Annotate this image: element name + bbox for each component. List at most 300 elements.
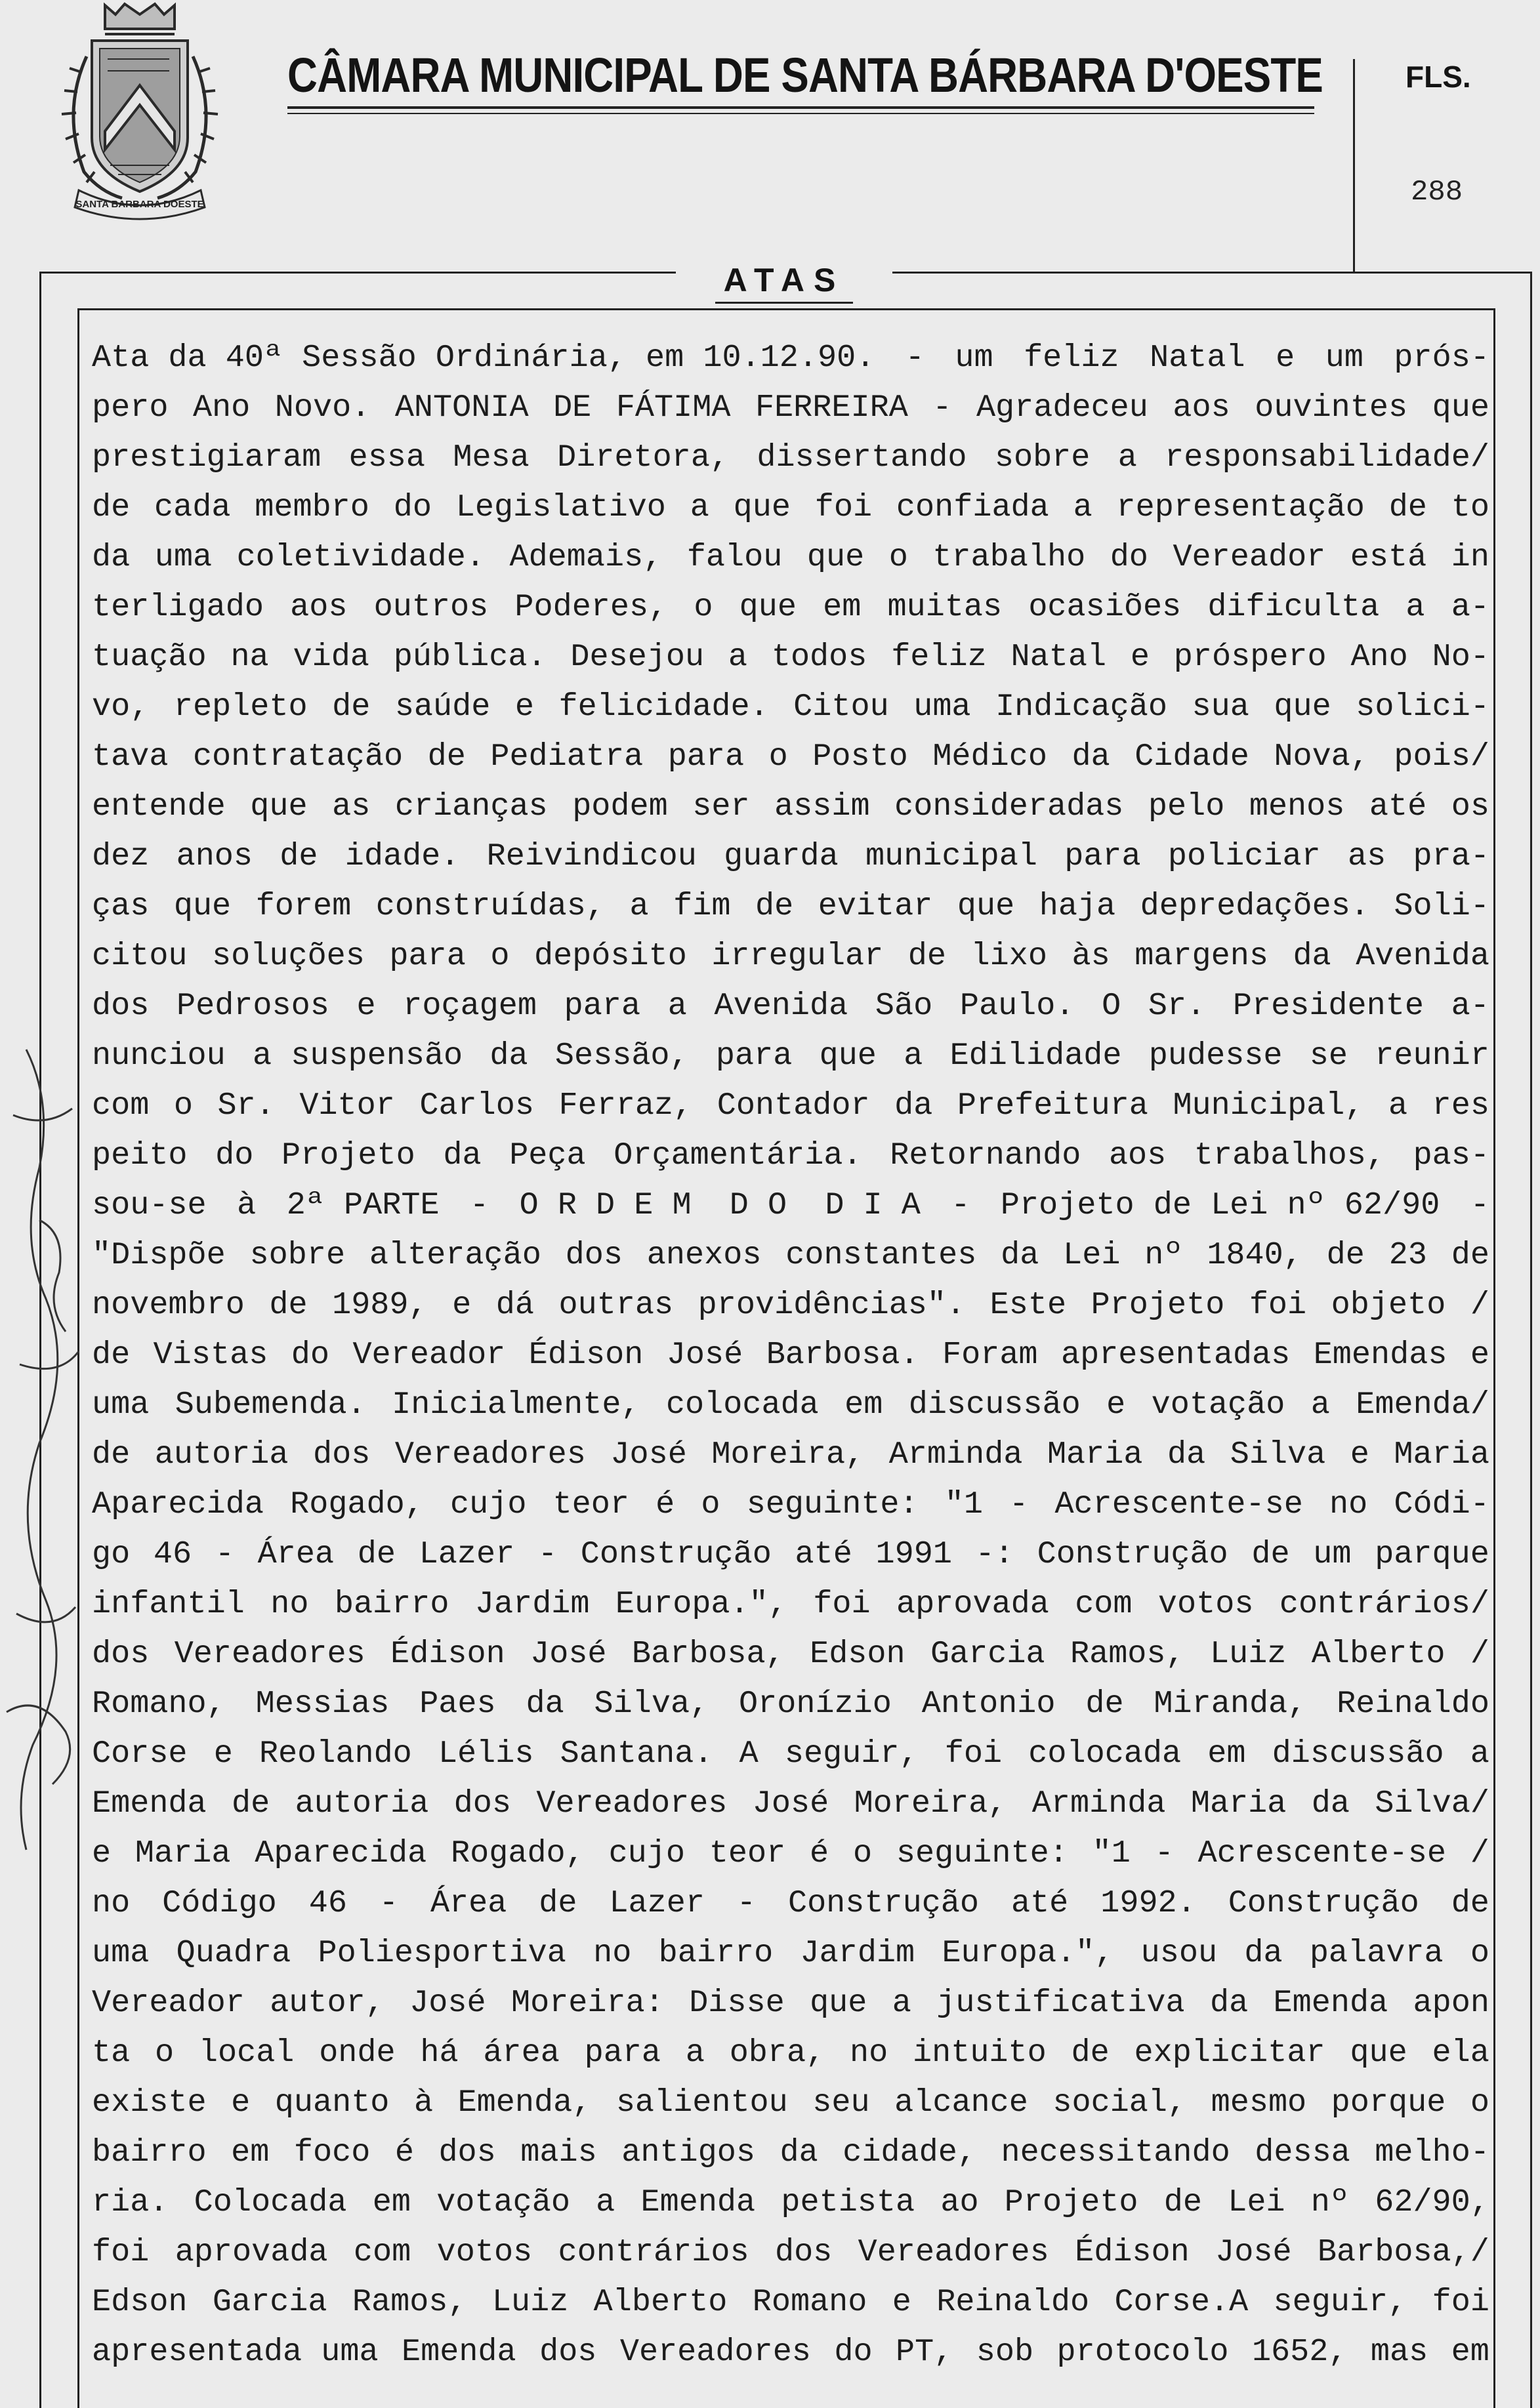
text-line: [92, 1280, 1489, 1330]
word: a: [1388, 1088, 1408, 1124]
word: FÁTIMA: [615, 390, 731, 426]
word: o: [1470, 1935, 1489, 1971]
word: cada: [154, 489, 231, 525]
word: Corse: [92, 1736, 188, 1772]
word: a suspensão: [253, 1038, 463, 1074]
word: dessa: [1255, 2134, 1350, 2171]
word: teor: [709, 1835, 786, 1871]
word: da: [443, 1137, 482, 1173]
word: até: [1010, 1885, 1069, 1921]
word: de: [232, 1786, 270, 1822]
word: que: [173, 888, 232, 924]
word: 2ª PARTE: [286, 1187, 440, 1223]
header-divider-thin: [287, 113, 1314, 114]
word: Prefeitura: [957, 1088, 1148, 1124]
word: discussão: [908, 1387, 1081, 1423]
word: autoria: [295, 1786, 429, 1822]
word: -: [951, 1187, 970, 1223]
word: Maria: [135, 1835, 231, 1871]
word: /: [1470, 1835, 1489, 1871]
word: do: [834, 2334, 873, 2370]
word: um: [1325, 340, 1363, 376]
word: Colocada: [194, 2184, 347, 2220]
word: apresentadas: [1060, 1337, 1291, 1373]
word: Vereadores: [619, 2334, 811, 2370]
word: ser: [692, 788, 750, 825]
word: go: [92, 1536, 131, 1572]
word: Indicação: [995, 689, 1168, 725]
word: 62/90,: [1375, 2184, 1489, 2220]
word: to: [1451, 489, 1489, 525]
word: A: [739, 1736, 759, 1772]
word: Romano: [752, 2284, 867, 2320]
word: Emenda/: [1356, 1387, 1489, 1423]
word: de: [357, 1536, 396, 1572]
frame-right: [1530, 272, 1532, 2408]
header-vertical-divider: [1353, 59, 1355, 272]
word: em: [231, 2134, 270, 2171]
word: margens: [1134, 938, 1268, 974]
word: a: [629, 888, 649, 924]
word: trabalho: [932, 539, 1086, 575]
word: e: [1470, 1337, 1489, 1373]
word: sobre: [249, 1237, 346, 1273]
word: palavra: [1309, 1935, 1444, 1971]
word: em: [1207, 1736, 1246, 1772]
word: para: [389, 938, 466, 974]
word: Édison: [528, 1337, 644, 1373]
text-line: [92, 1629, 1489, 1679]
word: Natal: [1150, 340, 1245, 376]
word: ANTONIA: [394, 390, 529, 426]
word: -: [736, 1885, 757, 1921]
word: no: [92, 1885, 131, 1921]
text-line: [92, 1181, 1489, 1231]
text-line: [92, 1231, 1489, 1280]
word: local: [198, 2035, 295, 2071]
word: Arminda: [1031, 1786, 1166, 1822]
word: Lazer: [419, 1536, 515, 1572]
word: No-: [1432, 639, 1489, 675]
word: Emenda: [92, 1786, 207, 1822]
word: depósito: [533, 938, 687, 974]
word: uma: [913, 689, 971, 725]
word: Cidade: [1134, 739, 1249, 775]
word: objeto: [1331, 1287, 1446, 1323]
word: /: [1470, 1287, 1489, 1323]
text-line: [92, 2178, 1489, 2228]
word: Moreira:: [510, 1985, 664, 2021]
word: à: [237, 1187, 257, 1223]
word: para: [667, 739, 745, 775]
word: de: [755, 888, 794, 924]
word: foi: [1249, 1287, 1307, 1323]
word: Corse.A: [1114, 2284, 1249, 2320]
text-line: [92, 2228, 1489, 2277]
word: em: [372, 2184, 411, 2220]
word: alteração: [369, 1237, 541, 1273]
text-line: [92, 1978, 1489, 2028]
word: infantil: [92, 1586, 245, 1622]
word: Quadra: [176, 1935, 291, 1971]
word: usou: [1140, 1935, 1218, 1971]
word: falou: [686, 539, 783, 575]
word: Maria: [1047, 1437, 1143, 1473]
text-line: [92, 2078, 1489, 2128]
word: repleto: [173, 689, 308, 725]
word: Maria: [1394, 1437, 1489, 1473]
word: e: [231, 2085, 251, 2121]
word: Este: [989, 1287, 1067, 1323]
word: dificulta: [1207, 589, 1380, 625]
word: Jardim: [800, 1935, 915, 1971]
word: e: [514, 689, 534, 725]
word: Foram: [942, 1337, 1038, 1373]
word: Moreira,: [711, 1437, 865, 1473]
word: salientou: [615, 2085, 788, 2121]
word: social,: [1052, 2085, 1187, 2121]
word: 1992.: [1100, 1885, 1196, 1921]
word: foco: [293, 2134, 371, 2171]
text-line: [92, 832, 1489, 882]
word: a: [1470, 1736, 1489, 1772]
word: felicidade.: [558, 689, 769, 725]
word: roçagem: [403, 988, 537, 1024]
word: Ferraz,: [558, 1088, 693, 1124]
word: cidade,: [843, 2134, 976, 2171]
word: Presidente: [1232, 988, 1424, 1024]
word: sua: [1192, 689, 1249, 725]
word: nunciou: [92, 1038, 226, 1074]
section-title-underline: [715, 302, 853, 304]
word: O R D E M D O D I A: [519, 1187, 921, 1223]
word: de: [1085, 1686, 1124, 1722]
word: Garcia: [212, 2284, 327, 2320]
word: e: [1276, 340, 1295, 376]
word: contratação: [192, 739, 404, 775]
word: de: [1251, 1536, 1290, 1572]
word: Projeto: [1004, 2184, 1138, 2220]
word: um: [955, 340, 993, 376]
word: 1991: [875, 1536, 952, 1572]
word: Disse: [689, 1985, 785, 2021]
word: é: [810, 1835, 829, 1871]
word: dos: [774, 2234, 833, 2270]
text-line: [92, 782, 1489, 832]
word: em: [823, 589, 862, 625]
word: que: [806, 539, 865, 575]
word: a: [892, 1985, 911, 2021]
word: Rogado,: [290, 1486, 424, 1522]
word: de: [269, 1287, 308, 1323]
word: votação: [436, 2184, 570, 2220]
word: evitar: [818, 888, 933, 924]
word: com: [353, 2234, 411, 2270]
word: Mesa: [453, 439, 530, 476]
word: que: [810, 1985, 867, 2021]
word: área: [483, 2035, 560, 2071]
word: Vistas: [153, 1337, 268, 1373]
word: do: [215, 1137, 254, 1173]
word: Ademais,: [509, 539, 663, 575]
word: forem: [255, 888, 352, 924]
word: consideradas: [894, 788, 1124, 825]
word: a: [1405, 589, 1425, 625]
word: com: [1075, 1586, 1133, 1622]
frame-top-right: [892, 272, 1532, 274]
word: sob: [976, 2334, 1034, 2370]
word: tava: [92, 739, 169, 775]
word: uma: [154, 539, 213, 575]
word: a: [690, 489, 709, 525]
word: irregular: [711, 938, 884, 974]
word: para: [564, 988, 641, 1024]
word: 1989,: [332, 1287, 428, 1323]
word: do: [393, 489, 432, 525]
word: necessitando: [1001, 2134, 1230, 2171]
word: responsabilidade/: [1165, 439, 1489, 476]
word: seguir,: [1273, 2284, 1407, 2320]
word: de: [1388, 489, 1427, 525]
word: votação: [1151, 1387, 1285, 1423]
word: Citou: [793, 689, 889, 725]
word: da: [1072, 739, 1110, 775]
word: Ata da 40ª Sessão Ordinária, em 10.12.90.: [92, 340, 875, 376]
word: feliz: [891, 639, 987, 675]
word: essa: [348, 439, 426, 476]
word: Construção: [787, 1885, 980, 1921]
word: Novo.: [274, 390, 371, 426]
word: o: [155, 2035, 175, 2071]
word: dos: [565, 1237, 623, 1273]
word: Acrescente-se: [1054, 1486, 1303, 1522]
word: bairro: [92, 2134, 207, 2171]
text-line: [92, 1330, 1489, 1380]
word: guarda: [724, 838, 839, 874]
word: José: [530, 1636, 607, 1672]
word: a: [1117, 439, 1137, 476]
word: de: [92, 1337, 131, 1373]
word: de: [92, 1437, 131, 1473]
word: que: [733, 489, 791, 525]
word: 46: [308, 1885, 347, 1921]
word: as: [332, 788, 371, 825]
word: a-: [1451, 988, 1489, 1024]
word: dos: [453, 1786, 511, 1822]
word: Emenda: [402, 2334, 516, 2370]
word: Oronízio: [739, 1686, 892, 1722]
word: prós-: [1394, 340, 1489, 376]
word: res: [1432, 1088, 1489, 1124]
word: aos: [290, 589, 348, 625]
word: José: [666, 1337, 743, 1373]
word: Messias: [255, 1686, 390, 1722]
minutes-body: [92, 333, 1489, 2377]
word: colocada: [665, 1387, 819, 1423]
word: Edson: [810, 1636, 905, 1672]
word: da: [1001, 1237, 1039, 1273]
word: de: [1451, 1237, 1489, 1273]
word: que: [1274, 689, 1331, 725]
word: pero: [92, 390, 169, 426]
text-line: [92, 483, 1489, 533]
text-line: [92, 2028, 1489, 2078]
word: Moreira,: [854, 1786, 1007, 1822]
word: Vereador: [352, 1337, 506, 1373]
word: FERREIRA: [755, 390, 908, 426]
word: Arminda: [888, 1437, 1023, 1473]
word: os: [1451, 788, 1489, 825]
word: 46: [153, 1536, 192, 1572]
word: e: [452, 1287, 472, 1323]
word: está: [1350, 539, 1427, 575]
word: discussão: [1272, 1736, 1444, 1772]
word: obra,: [729, 2035, 825, 2071]
word: de: [1163, 2184, 1202, 2220]
word: haja: [1039, 888, 1116, 924]
word: José: [610, 1437, 687, 1473]
text-line: [92, 931, 1489, 981]
word: 23: [1388, 1237, 1427, 1273]
word: para: [1064, 838, 1141, 874]
word: Posto: [812, 739, 908, 775]
word: a: [596, 2184, 615, 2220]
word: Retornando: [890, 1137, 1081, 1173]
word: seguir,: [784, 1736, 919, 1772]
word: todos: [771, 639, 867, 675]
word: Ano: [192, 390, 251, 426]
word: do: [1110, 539, 1148, 575]
word: votos: [436, 2234, 533, 2270]
word: Poderes,: [514, 589, 668, 625]
word: Médico: [932, 739, 1047, 775]
text-line: [92, 1031, 1489, 1081]
text-line: [92, 1430, 1489, 1480]
word: próspero: [1173, 639, 1327, 675]
word: Avenida: [1356, 938, 1489, 974]
header-divider: [287, 106, 1314, 109]
word: Carlos: [419, 1088, 534, 1124]
word: porque: [1331, 2085, 1446, 2121]
word: -: [537, 1536, 558, 1572]
word: dá: [495, 1287, 534, 1323]
word: ao: [940, 2184, 979, 2220]
word: apresentada uma: [92, 2334, 379, 2370]
word: José: [1215, 2234, 1292, 2270]
word: mas: [1370, 2334, 1428, 2370]
word: idade.: [344, 838, 460, 874]
word: Nova,: [1274, 739, 1369, 775]
word: de: [539, 1885, 577, 1921]
word: Luiz: [491, 2284, 569, 2320]
word: a: [1310, 1387, 1330, 1423]
word: Códi-: [1394, 1486, 1489, 1522]
word: -: [470, 1187, 489, 1223]
word: in: [1451, 539, 1489, 575]
word: explicitar: [1134, 2035, 1325, 2071]
word: -: [1470, 1187, 1489, 1223]
word: Reinaldo: [936, 2284, 1090, 2320]
word: Lei: [1063, 1237, 1121, 1273]
word: se: [1309, 1038, 1348, 1074]
word: Emendas: [1313, 1337, 1447, 1373]
word: de: [1326, 1237, 1365, 1273]
word: pudesse: [1148, 1038, 1283, 1074]
word: Europa.",: [942, 1935, 1114, 1971]
text-line: [92, 682, 1489, 732]
word: podem: [572, 788, 668, 825]
word: soluções: [212, 938, 365, 974]
word: Lélis: [438, 1736, 534, 1772]
word: quanto: [274, 2085, 390, 2121]
word: seguinte:: [896, 1835, 1068, 1871]
word: uma: [92, 1935, 150, 1971]
word: PT,: [896, 2334, 953, 2370]
word: -: [379, 1885, 398, 1921]
word: da: [1311, 1786, 1350, 1822]
word: Sr.: [217, 1088, 275, 1124]
crest-motto: SANTA BARBARA DOESTE: [75, 199, 204, 210]
word: autor,: [270, 1985, 385, 2021]
word: Pediatra: [490, 739, 644, 775]
word: nº: [1144, 1237, 1183, 1273]
text-line: [92, 582, 1489, 632]
word: Construção: [1228, 1885, 1419, 1921]
word: intuito: [913, 2035, 1047, 2071]
word: trabalhos,: [1194, 1137, 1385, 1173]
word: municipal: [865, 838, 1037, 874]
word: Edson: [92, 2284, 188, 2320]
word: anos: [176, 838, 253, 874]
word: autoria: [154, 1437, 289, 1473]
word: Sessão,: [554, 1038, 689, 1074]
word: com: [92, 1088, 150, 1124]
text-line: [92, 1928, 1489, 1978]
text-line: [92, 632, 1489, 682]
text-line: [92, 1879, 1489, 1928]
text-line: [92, 2277, 1489, 2327]
word: Luiz: [1209, 1636, 1287, 1672]
word: Europa.",: [615, 1586, 787, 1622]
word: do: [291, 1337, 329, 1373]
word: Emenda,: [457, 2085, 592, 2121]
text-line: [92, 882, 1489, 931]
word: mais: [520, 2134, 597, 2171]
text-line: [92, 2128, 1489, 2178]
word: tuação: [92, 639, 207, 675]
word: Reinaldo: [1337, 1686, 1489, 1722]
word: prestigiaram: [92, 439, 322, 476]
text-line: [92, 1480, 1489, 1530]
word: entende: [92, 788, 226, 825]
word: 1840,: [1207, 1237, 1302, 1273]
word: de: [907, 938, 947, 974]
word: Legislativo: [455, 489, 666, 525]
word: Lazer: [609, 1885, 705, 1921]
fls-label: FLS.: [1405, 60, 1471, 94]
word: Vereadores: [536, 1786, 728, 1822]
word: que: [1432, 390, 1489, 426]
word: e: [356, 988, 376, 1024]
word: no: [593, 1935, 632, 1971]
word: outros: [373, 589, 489, 625]
word: que: [1350, 2035, 1407, 2071]
word: Édison: [1075, 2234, 1190, 2270]
word: ças: [92, 888, 150, 924]
word: citou: [92, 938, 188, 974]
word: sou-se: [92, 1187, 207, 1223]
word: muitas: [887, 589, 1003, 625]
